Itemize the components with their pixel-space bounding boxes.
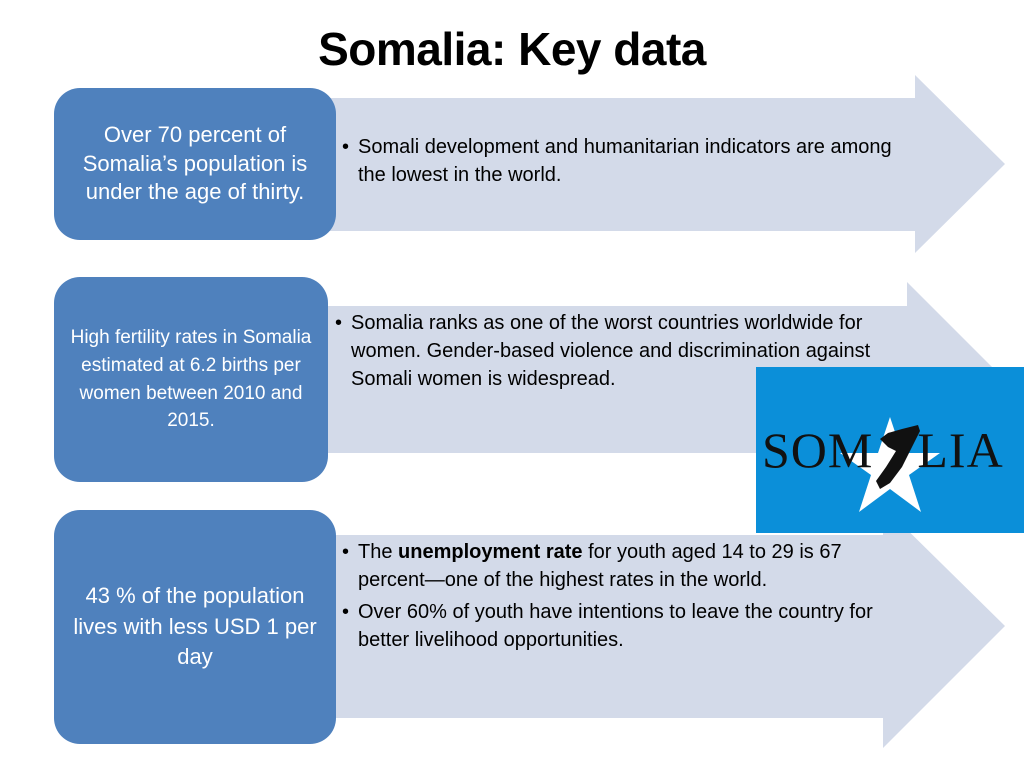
logo-wordmark: SOM LIA (762, 422, 1004, 478)
bullet-item: • Somali development and humanitarian indicators are among the lowest in the world. (340, 133, 920, 189)
bullet-list-1 (340, 133, 920, 193)
bullet-item: • Over 60% of youth have intentions to leave the country for better livelihood opportunities. (340, 598, 900, 654)
stat-box-text: Over 70 percent of Somalia’s population is under the age of thirty. (82, 122, 308, 205)
stat-box-poverty (54, 510, 336, 744)
stat-box-youth-population (54, 88, 336, 240)
bullet-item: • The unemployment rate for youth aged 14 to 29 is 67 percent—one of the highest rates in the world. (340, 538, 900, 594)
slide-title: Somalia: Key data (318, 23, 706, 75)
stat-box-text: 43 % of the population lives with less USD 1 per day (73, 582, 317, 670)
stat-box-text: High fertility rates in Somalia estimated at 6.2 births per women between 2010 and 2015. (70, 327, 312, 432)
bold-term: unemployment rate (398, 541, 583, 563)
stat-box-fertility (54, 277, 328, 482)
somalia-logo-image (756, 367, 1024, 533)
bullet-list-3 (340, 538, 900, 658)
bullet-item: • Somalia ranks as one of the worst countries worldwide for women. Gender-based violence and discrimination against Somali women is widespread. (333, 309, 933, 393)
